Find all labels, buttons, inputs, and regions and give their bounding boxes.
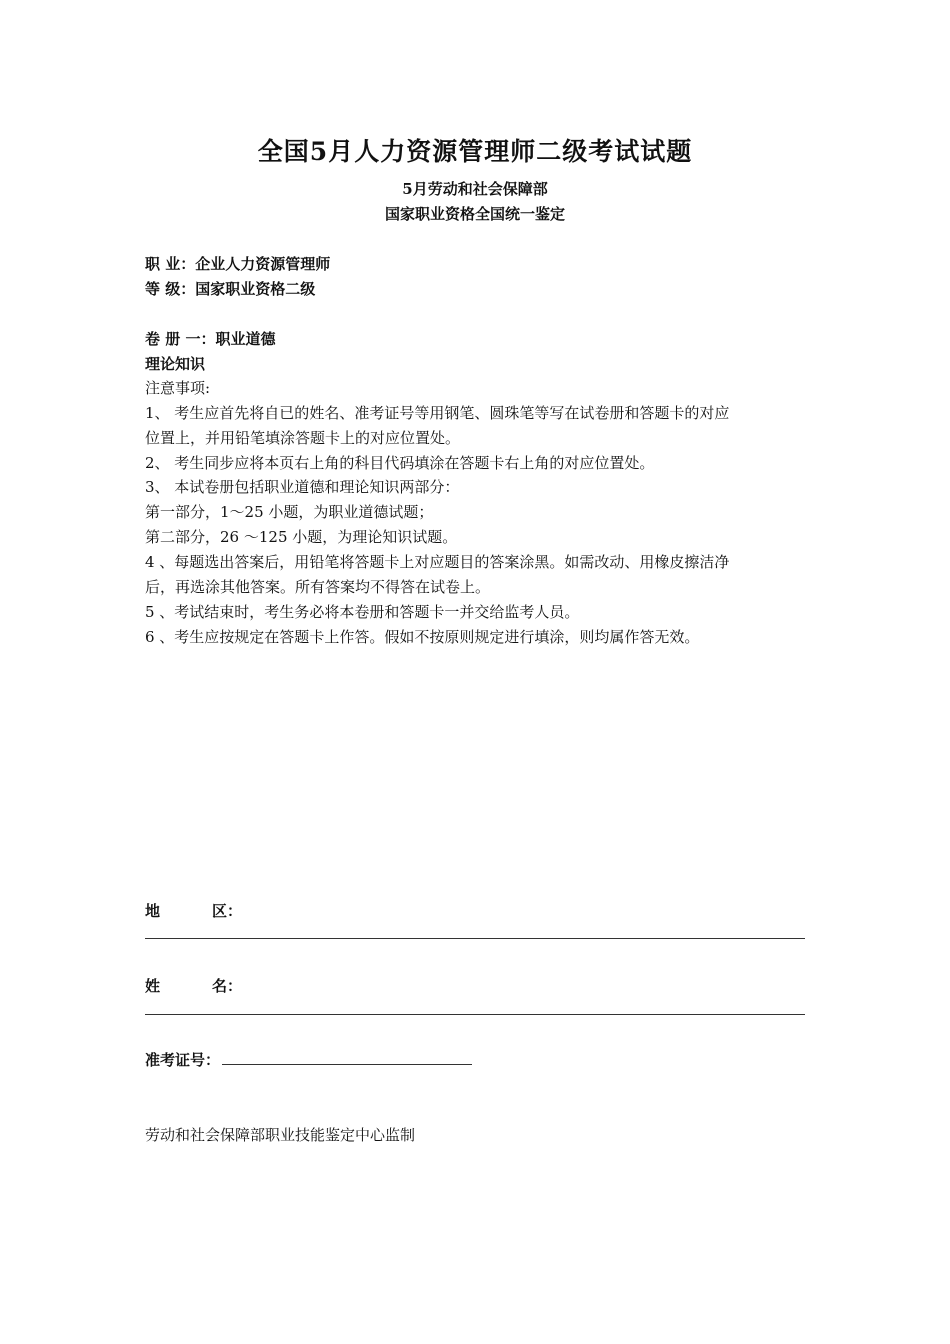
note-line: 第二部分，26 ～125 小题，为理论知识试题。 bbox=[145, 528, 458, 546]
note-line: 4 、每题选出答案后，用铅笔将答题卡上对应题目的答案涂黑。如需改动、用橡皮擦洁净 bbox=[145, 553, 730, 571]
region-label: 地 区： bbox=[145, 902, 243, 920]
region-input-line[interactable] bbox=[145, 938, 805, 939]
occupation-line bbox=[145, 253, 330, 274]
note-line: 后，再选涂其他答案。所有答案均不得答在试卷上。 bbox=[145, 578, 491, 596]
supervisor-footer: 劳动和社会保障部职业技能鉴定中心监制 bbox=[145, 1126, 416, 1144]
level-label: 等 级： bbox=[145, 280, 196, 298]
volume-name-second: 理论知识 bbox=[145, 355, 206, 373]
occupation-label: 职 业： bbox=[145, 255, 196, 273]
notes-heading: 注意事项: bbox=[145, 379, 211, 397]
note-line: 第一部分，1～25 小题，为职业道德试题； bbox=[145, 503, 434, 521]
subtitle-ministry: 5月劳动和社会保障部 bbox=[402, 180, 548, 198]
volume-name: 职业道德 bbox=[215, 330, 276, 348]
occupation-value: 企业人力资源管理师 bbox=[195, 255, 331, 273]
exam-id-row bbox=[145, 1049, 472, 1070]
note-line: 2、 考生同步应将本页右上角的科目代码填涂在答题卡右上角的对应位置处。 bbox=[145, 454, 655, 472]
name-label: 姓 名： bbox=[145, 977, 243, 995]
note-line: 1、 考生应首先将自已的姓名、准考证号等用钢笔、圆珠笔等写在试卷册和答题卡的对应 bbox=[145, 404, 730, 422]
exam-id-input-line[interactable] bbox=[222, 1050, 472, 1065]
note-line: 6 、考生应按规定在答题卡上作答。假如不按原则规定进行填涂，则均属作答无效。 bbox=[145, 628, 700, 646]
note-line: 3、 本试卷册包括职业道德和理论知识两部分： bbox=[145, 478, 460, 496]
note-line: 位置上，并用铅笔填涂答题卡上的对应位置处。 bbox=[145, 429, 461, 447]
exam-id-label: 准考证号： bbox=[145, 1051, 221, 1069]
volume-label: 卷 册 一： bbox=[145, 330, 216, 348]
level-line bbox=[145, 278, 315, 299]
document-title: 全国5月人力资源管理师二级考试试题 bbox=[257, 137, 693, 166]
level-value: 国家职业资格二级 bbox=[195, 280, 316, 298]
volume-line bbox=[145, 328, 275, 349]
subtitle-certification: 国家职业资格全国统一鉴定 bbox=[384, 205, 565, 223]
note-line: 5 、考试结束时，考生务必将本卷册和答题卡一并交给监考人员。 bbox=[145, 603, 580, 621]
name-input-line[interactable] bbox=[145, 1014, 805, 1015]
